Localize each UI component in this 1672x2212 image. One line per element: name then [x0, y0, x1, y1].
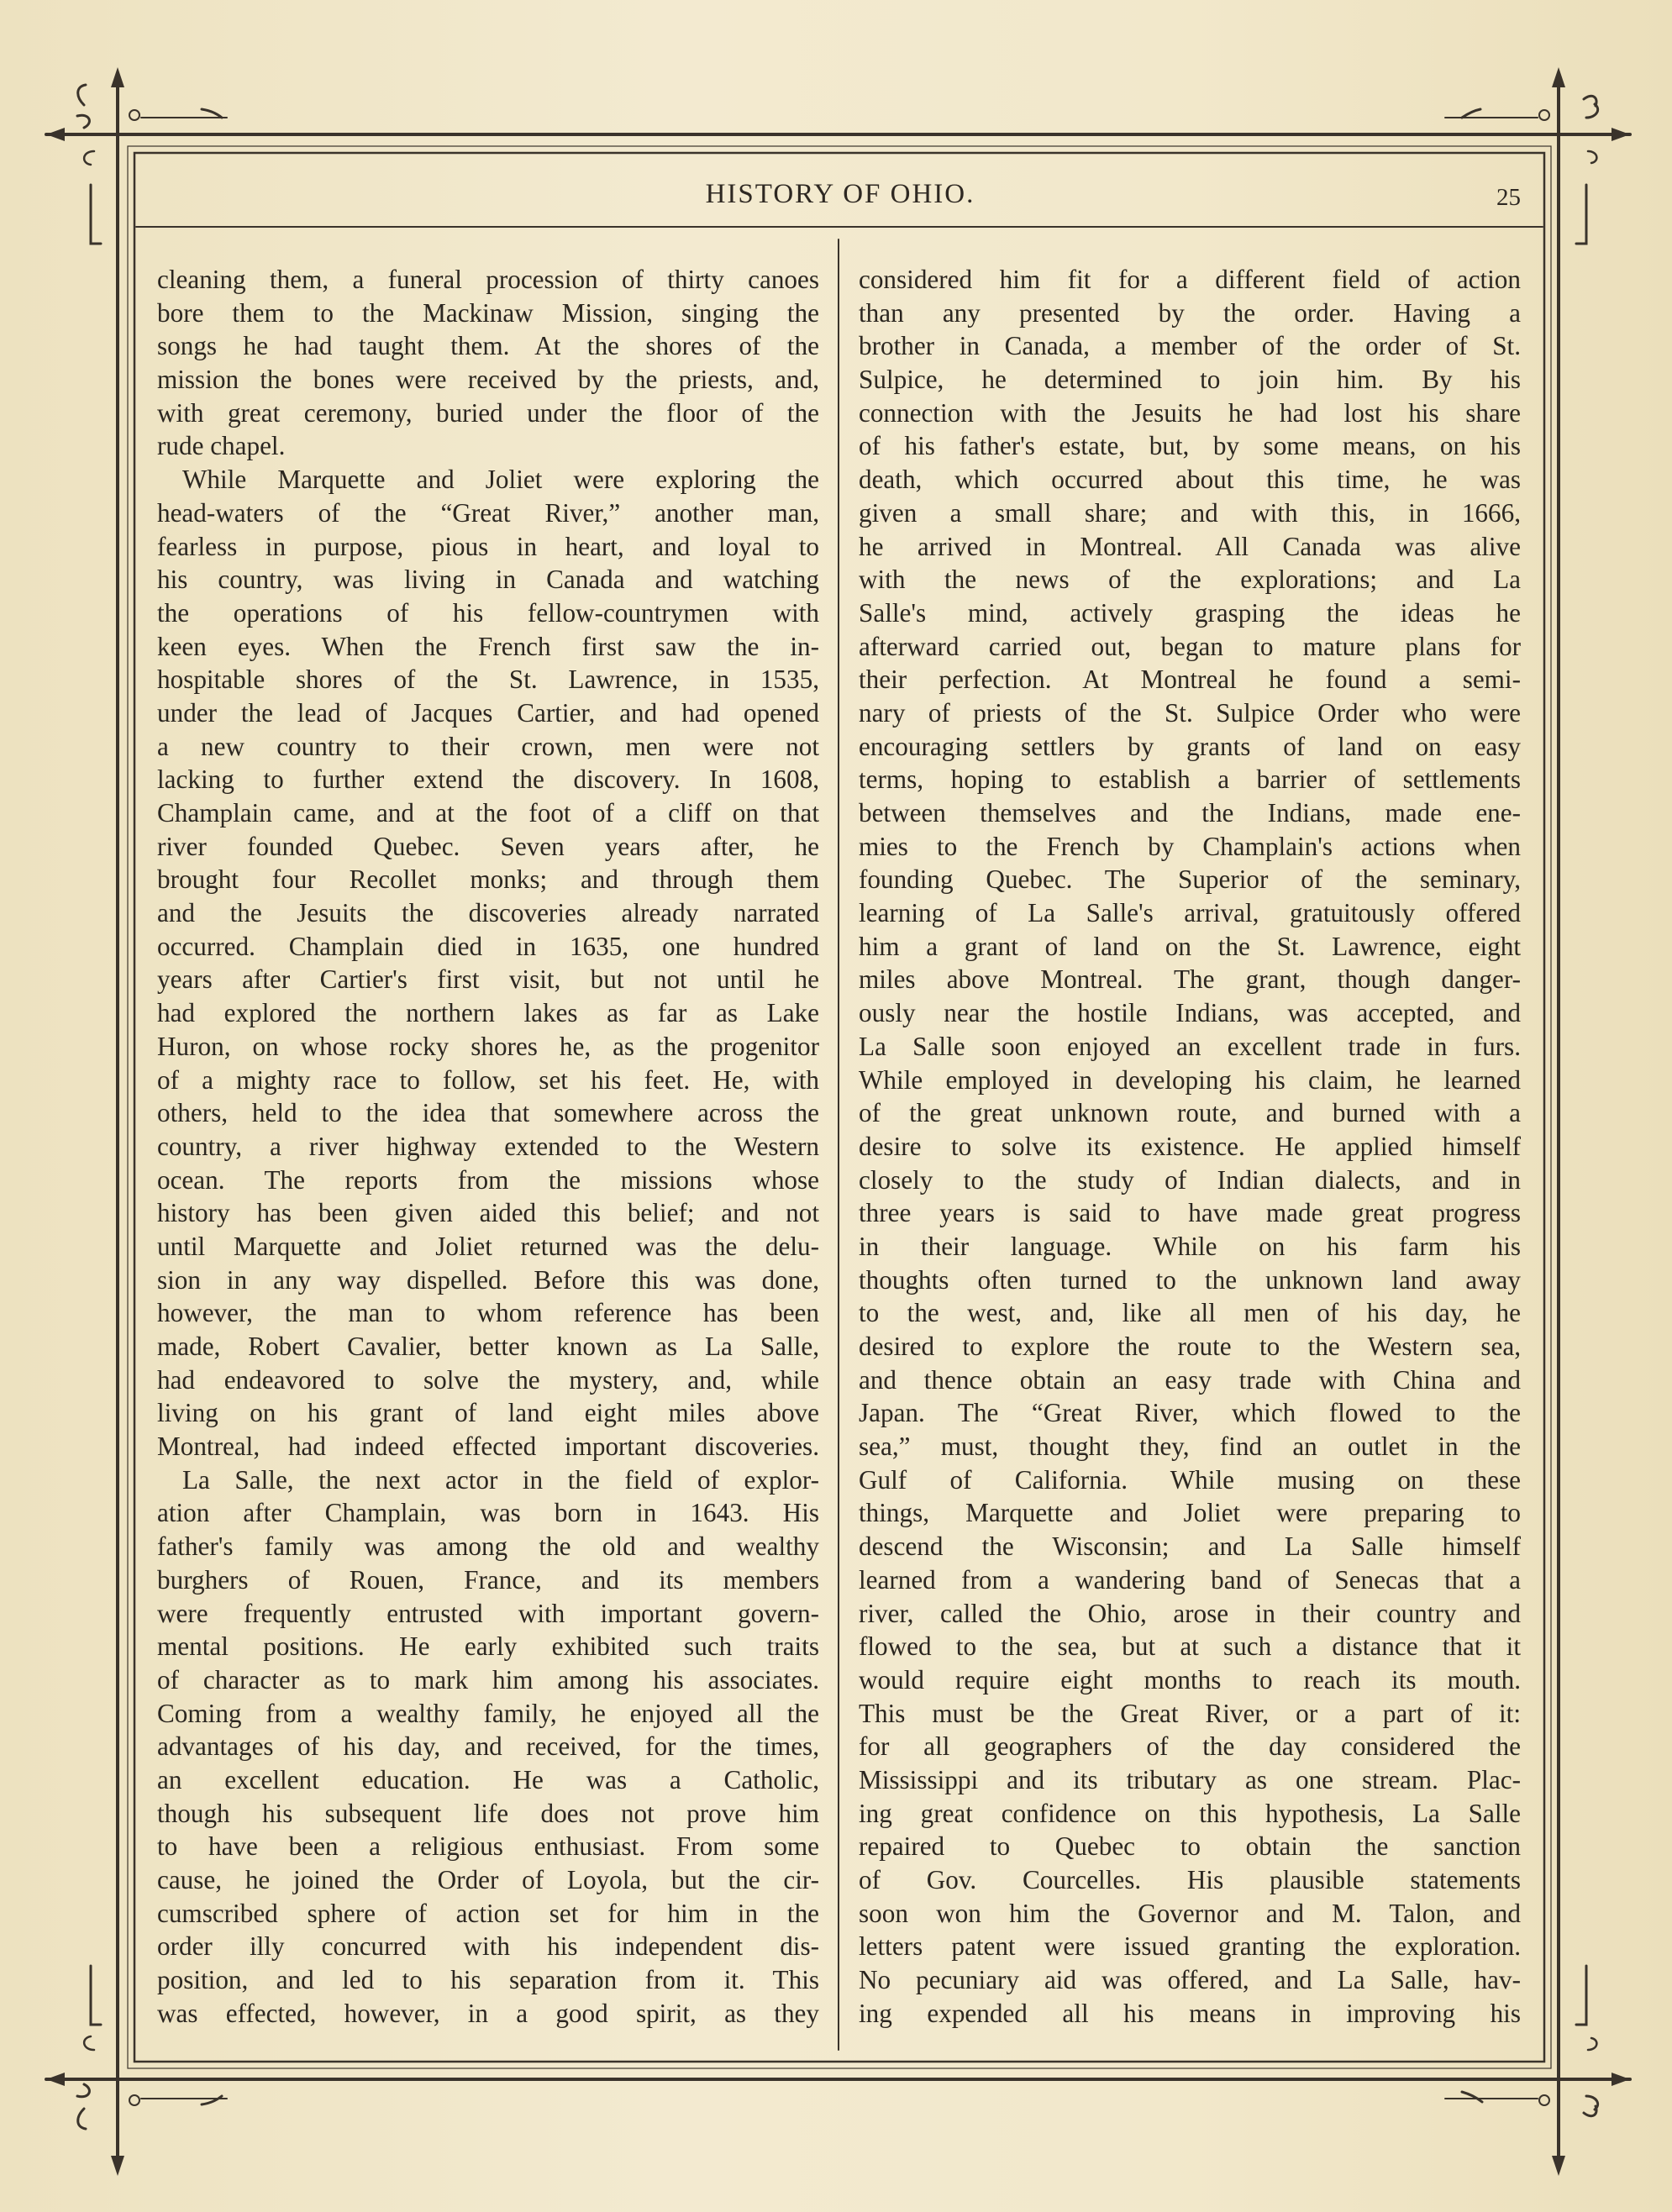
text-line: encouraging settlers by grants of land on easy — [859, 731, 1521, 761]
text-line: of a mighty race to follow, set his feet. He, with — [157, 1064, 819, 1095]
running-title: HISTORY OF OHIO. — [705, 179, 975, 209]
text-line: ocean. The reports from the missions whose — [157, 1164, 819, 1195]
text-line: between themselves and the Indians, made ene- — [859, 798, 1521, 828]
text-line: hospitable shores of the St. Lawrence, in 1535, — [157, 665, 819, 695]
text-column-right — [859, 263, 1521, 2030]
text-line: head-waters of the “Great River,” another man, — [157, 497, 819, 528]
text-line: Coming from a wealthy family, he enjoyed all the — [157, 1698, 819, 1728]
text-line: Mississippi and its tributary as one stream. Plac- — [859, 1764, 1521, 1794]
text-line: their perfection. At Montreal he found a semi- — [859, 665, 1521, 695]
text-line: death, which occurred about this time, he was — [859, 465, 1521, 495]
text-line: position, and led to his separation from it. This — [157, 1965, 819, 1995]
text-line: No pecuniary aid was offered, and La Salle, hav- — [859, 1965, 1521, 1995]
text-line: Montreal, had indeed effected important discoveries. — [157, 1432, 819, 1462]
text-line: La Salle soon enjoyed an excellent trade in furs. — [859, 1031, 1521, 1061]
text-line: While employed in developing his claim, he learned — [859, 1064, 1521, 1095]
text-line: though his subsequent life does not prove him — [157, 1798, 819, 1828]
text-line: soon won him the Governor and M. Talon, and — [859, 1898, 1521, 1928]
text-line: La Salle, the next actor in the field of explor- — [182, 1464, 819, 1495]
text-line: to the west, and, like all men of his day, he — [859, 1298, 1521, 1328]
text-line: years after Cartier's first visit, but not until he — [157, 964, 819, 995]
text-line: of character as to mark him among his associates. — [157, 1664, 819, 1694]
text-line: sion in any way dispelled. Before this was done, — [157, 1264, 819, 1295]
text-line: founding Quebec. The Superior of the seminary, — [859, 864, 1521, 895]
text-line: had endeavored to solve the mystery, and, while — [157, 1364, 819, 1395]
text-line: ing expended all his means in improving his — [859, 1998, 1521, 2028]
text-line: sea,” must, thought they, find an outlet in the — [859, 1432, 1521, 1462]
text-line: to have been a religious enthusiast. From some — [157, 1831, 819, 1862]
text-line: cause, he joined the Order of Loyola, but the cir- — [157, 1865, 819, 1894]
text-line: brought four Recollet monks; and through them — [157, 864, 819, 895]
text-line: letters patent were issued granting the exploration. — [859, 1931, 1521, 1962]
text-line: others, held to the idea that somewhere across the — [157, 1098, 819, 1128]
text-line: brother in Canada, a member of the order of St. — [859, 331, 1521, 361]
text-line: of his father's estate, but, by some means, on his — [859, 431, 1521, 461]
text-line: Salle's mind, actively grasping the ideas he — [859, 597, 1521, 628]
text-line: with the news of the explorations; and La — [859, 565, 1521, 595]
text-line: This must be the Great River, or a part of it: — [859, 1698, 1521, 1728]
text-line: nary of priests of the St. Sulpice Order who were — [859, 697, 1521, 728]
text-line: keen eyes. When the French first saw the in- — [157, 631, 819, 661]
text-line: rude chapel. — [157, 431, 286, 461]
text-column-left — [157, 263, 819, 2030]
text-line: bore them to the Mackinaw Mission, singing the — [157, 297, 819, 328]
text-line: order illy concurred with his independent dis- — [157, 1931, 819, 1962]
text-line: and thence obtain an easy trade with China and — [859, 1364, 1521, 1395]
text-line: an excellent education. He was a Catholic, — [157, 1764, 819, 1794]
text-line: than any presented by the order. Having a — [859, 297, 1521, 328]
text-line: for all geographers of the day considered the — [859, 1731, 1521, 1762]
text-line: three years is said to have made great progress — [859, 1198, 1521, 1228]
text-line: was effected, however, in a good spirit, as they — [157, 1998, 819, 2028]
text-line: made, Robert Cavalier, better known as La Salle, — [157, 1332, 819, 1361]
text-line: Gulf of California. While musing on these — [859, 1464, 1521, 1495]
text-line: history has been given aided this belief; and not — [157, 1198, 819, 1228]
text-line: miles above Montreal. The grant, though danger- — [859, 964, 1521, 995]
text-line: and the Jesuits the discoveries already narrated — [157, 898, 819, 928]
text-line: under the lead of Jacques Cartier, and had opened — [157, 697, 819, 728]
text-line: fearless in purpose, pious in heart, and loyal to — [157, 531, 819, 561]
text-line: considered him fit for a different field of action — [859, 265, 1521, 294]
text-line: with great ceremony, buried under the floor of the — [157, 397, 819, 428]
text-line: had explored the northern lakes as far as Lake — [157, 998, 819, 1028]
text-line: were frequently entrusted with important govern- — [157, 1598, 819, 1628]
text-line: living on his grant of land eight miles above — [157, 1398, 819, 1428]
text-line: father's family was among the old and wealthy — [157, 1532, 819, 1562]
text-line: repaired to Quebec to obtain the sanction — [859, 1831, 1521, 1862]
text-line: ing great confidence on this hypothesis, La Salle — [859, 1798, 1521, 1828]
text-line: however, the man to whom reference has been — [157, 1298, 819, 1328]
text-line: river founded Quebec. Seven years after, he — [157, 831, 819, 861]
text-line: a new country to their crown, men were not — [157, 731, 819, 761]
text-line: in their language. While on his farm his — [859, 1231, 1521, 1261]
text-line: river, called the Ohio, arose in their country and — [859, 1598, 1521, 1628]
text-line: thoughts often turned to the unknown land away — [859, 1264, 1521, 1295]
text-line: burghers of Rouen, France, and its members — [157, 1564, 819, 1595]
text-line: mies to the French by Champlain's actions when — [859, 831, 1521, 861]
text-line: cleaning them, a funeral procession of thirty canoes — [157, 265, 819, 294]
text-line: Huron, on whose rocky shores he, as the progenitor — [157, 1031, 819, 1061]
page-header — [134, 172, 1546, 223]
text-line: flowed to the sea, but at such a distance that it — [859, 1631, 1521, 1662]
text-line: connection with the Jesuits he had lost his share — [859, 397, 1521, 428]
text-line: of the great unknown route, and burned with a — [859, 1098, 1521, 1128]
text-line: country, a river highway extended to the Western — [157, 1131, 819, 1161]
text-line: his country, was living in Canada and watching — [157, 565, 819, 595]
text-line: things, Marquette and Joliet were preparing to — [859, 1498, 1521, 1528]
text-line: desired to explore the route to the Western sea, — [859, 1332, 1521, 1361]
text-line: Japan. The “Great River, which flowed to the — [859, 1398, 1521, 1428]
text-line: descend the Wisconsin; and La Salle himself — [859, 1532, 1521, 1562]
text-line: ation after Champlain, was born in 1643. His — [157, 1498, 819, 1528]
text-line: mental positions. He early exhibited such traits — [157, 1631, 819, 1662]
text-line: learning of La Salle's arrival, gratuitously offered — [859, 898, 1521, 928]
text-line: given a small share; and with this, in 1666, — [859, 497, 1521, 528]
text-line: he arrived in Montreal. All Canada was alive — [859, 531, 1521, 561]
text-line: mission the bones were received by the priests, and, — [157, 365, 819, 395]
text-line: lacking to further extend the discovery. In 1608, — [157, 764, 819, 795]
text-line: advantages of his day, and received, for the times, — [157, 1731, 819, 1762]
text-line: cumscribed sphere of action set for him in the — [157, 1898, 819, 1928]
text-line: closely to the study of Indian dialects, and in — [859, 1164, 1521, 1195]
text-line: him a grant of land on the St. Lawrence, eight — [859, 931, 1521, 961]
text-line: would require eight months to reach its mouth. — [859, 1664, 1521, 1694]
text-line: Champlain came, and at the foot of a cliff on that — [157, 798, 819, 828]
page-number: 25 — [1496, 184, 1521, 211]
text-line: ously near the hostile Indians, was accepted, and — [859, 998, 1521, 1028]
text-line: until Marquette and Joliet returned was the delu- — [157, 1231, 819, 1261]
text-line: While Marquette and Joliet were exploring the — [182, 465, 819, 495]
text-line: learned from a wandering band of Senecas that a — [859, 1564, 1521, 1595]
text-line: Sulpice, he determined to join him. By his — [859, 365, 1521, 395]
text-line: afterward carried out, began to mature plans for — [859, 631, 1521, 661]
text-line: desire to solve its existence. He applied himself — [859, 1131, 1521, 1161]
text-line: terms, hoping to establish a barrier of settlements — [859, 764, 1521, 795]
text-line: of Gov. Courcelles. His plausible statements — [859, 1865, 1521, 1894]
text-line: songs he had taught them. At the shores of the — [157, 331, 819, 361]
text-line: occurred. Champlain died in 1635, one hundred — [157, 931, 819, 961]
text-line: the operations of his fellow-countrymen with — [157, 597, 819, 628]
